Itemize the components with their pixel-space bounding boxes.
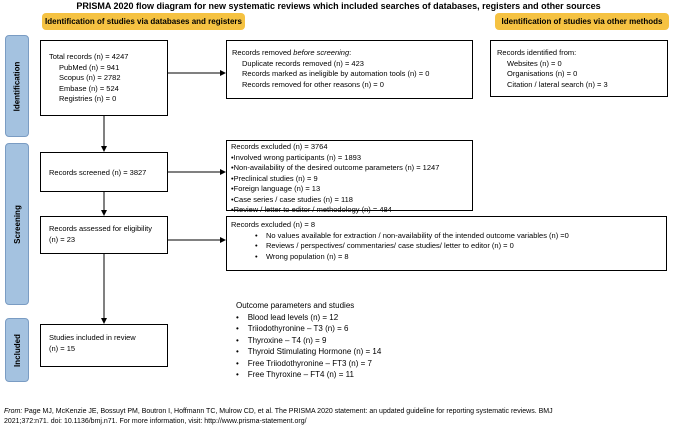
phase-included-label: Included <box>12 333 22 367</box>
source-pubmed: PubMed (n) = 941 <box>59 62 120 72</box>
outcome-item: • Blood lead levels (n) = 12 <box>236 312 339 322</box>
source-citation-search: Citation / lateral search (n) = 3 <box>507 79 608 89</box>
excluded-reviews-perspectives: • Reviews / perspectives/ commentaries/ case studies/ letter to editor (n) = 0 <box>255 241 514 251</box>
outcome-item: • Thyroxine – T4 (n) = 9 <box>236 335 327 345</box>
duplicates-removed: Duplicate records removed (n) = 423 <box>242 58 364 68</box>
footer-from: From: <box>4 408 25 415</box>
excluded-eligibility-title: Records excluded (n) = 8 <box>231 220 316 229</box>
excluded-wrong-participants: •Involved wrong participants (n) = 1893 <box>231 152 361 162</box>
eligibility-count: (n) = 23 <box>49 234 76 244</box>
phase-screening-label: Screening <box>12 204 22 244</box>
records-screened: Records screened (n) = 3827 <box>49 168 147 177</box>
footer-line2: 2021;372:n71. doi: 10.1136/bmj.n71. For more information, visit: http://www.prisma-statement.org/ <box>4 418 307 425</box>
records-excluded-title: Records excluded (n) = 3764 <box>231 142 328 151</box>
excluded-preclinical: •Preclinical studies (n) = 9 <box>231 173 318 183</box>
source-websites: Websites (n) = 0 <box>507 58 562 68</box>
outcome-item: • Free Thyroxine – FT4 (n) = 11 <box>236 370 354 379</box>
studies-included-count: (n) = 15 <box>49 343 76 353</box>
ineligible-automation: Records marked as ineligible by automation tools (n) = 0 <box>242 69 430 79</box>
phase-identification-label: Identification <box>12 61 22 111</box>
diagram-title: PRISMA 2020 flow diagram for new systematic reviews which included searches of databases, registers and other sources <box>76 1 601 11</box>
source-organisations: Organisations (n) = 0 <box>507 69 578 79</box>
removed-other-reasons: Records removed for other reasons (n) = 0 <box>242 79 384 89</box>
excluded-case-series: •Case series / case studies (n) = 118 <box>231 194 353 204</box>
source-registries: Registries (n) = 0 <box>59 94 117 104</box>
outcome-item: • Triiodothyronine – T3 (n) = 6 <box>236 324 349 333</box>
excluded-no-values: • No values available for extraction / non-availability of the intended outcome variables (n) =0 <box>255 230 569 240</box>
databases-header-label: Identification of studies via databases and registers <box>45 17 242 26</box>
excluded-no-outcome: •Non-availability of the desired outcome parameters (n) = 1247 <box>231 163 440 172</box>
excluded-foreign-language: •Foreign language (n) = 13 <box>231 184 321 193</box>
outcome-item: • Free Triiodothyronine – FT3 (n) = 7 <box>236 358 372 368</box>
eligibility-label: Records assessed for eligibility <box>49 224 152 233</box>
excluded-wrong-population: • Wrong population (n) = 8 <box>255 251 349 261</box>
studies-included-label: Studies included in review <box>49 333 136 342</box>
records-removed-title: Records removed before screening: <box>232 48 352 57</box>
excluded-review-letter: •Review / letter to editor / methodology (n) = 484 <box>231 205 392 214</box>
outcome-item: • Thyroid Stimulating Hormone (n) = 14 <box>236 347 382 356</box>
other-methods-header-label: Identification of studies via other methods <box>501 17 663 26</box>
other-methods-title: Records identified from: <box>497 48 577 57</box>
outcome-title: Outcome parameters and studies <box>236 301 355 310</box>
total-records: Total records (n) = 4247 <box>49 52 129 61</box>
footer-line1: Page MJ, McKenzie JE, Bossuyt PM, Boutron I, Hoffmann TC, Mulrow CD, et al. The PRISMA 2020 statement: an updated guideline for reporting systematic reviews. BMJ <box>24 408 553 415</box>
source-scopus: Scopus (n) = 2782 <box>59 73 121 83</box>
source-embase: Embase (n) = 524 <box>59 83 119 93</box>
footer-citation <box>4 407 674 427</box>
